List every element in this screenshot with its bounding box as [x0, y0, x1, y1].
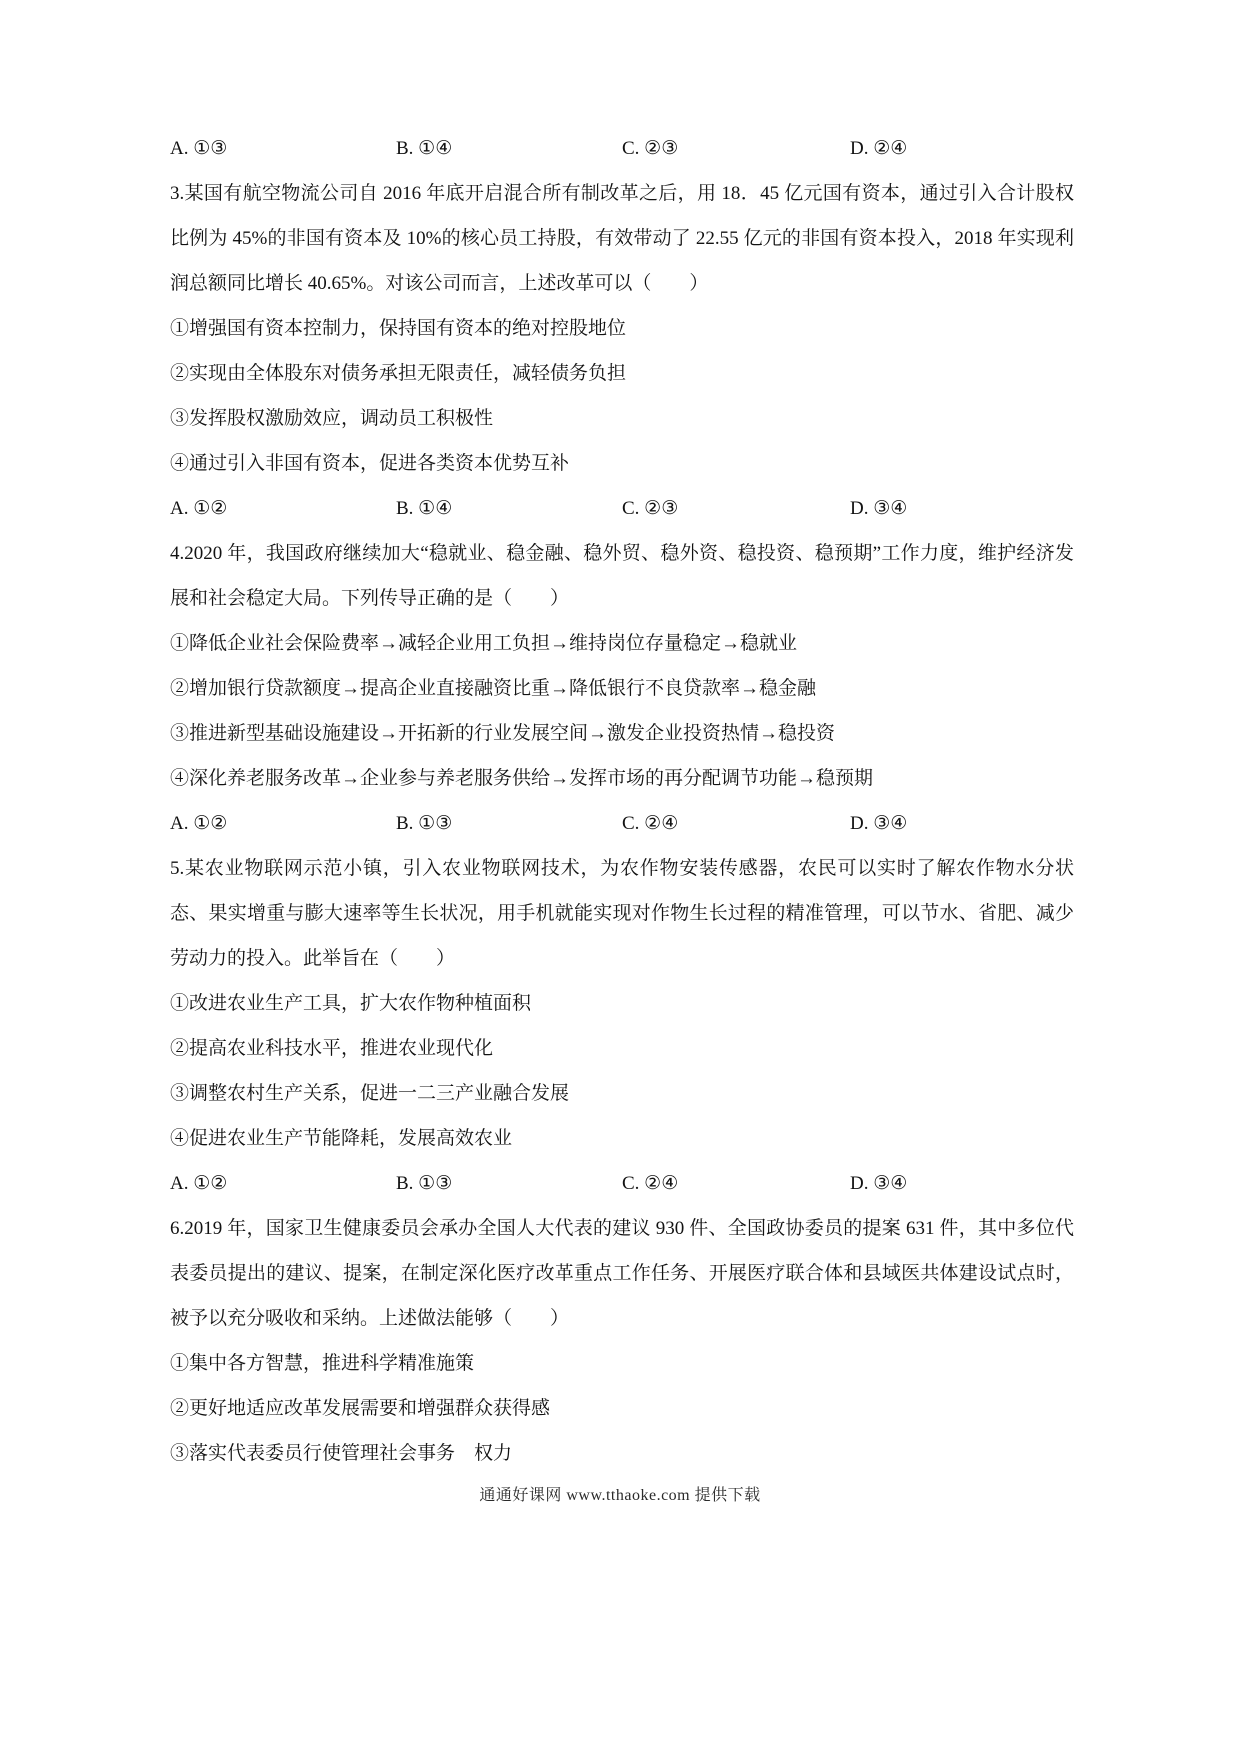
question-3-stem: 3.某国有航空物流公司自 2016 年底开启混合所有制改革之后，用 18．45 亿元国有资本，通过引入合计股权比例为 45%的非国有资本及 10%的核心员工持股，有效带动了 22.55 亿元的非国有资本投入，2018 年实现利润总额同比增长 40.65%。对该公司而言，上述改革可以（ ）: [170, 183, 1074, 294]
answer-option-d: D. ③④: [850, 813, 908, 834]
question-5-choice-2: ②提高农业科技水平，推进农业现代化: [170, 1038, 494, 1059]
answer-option-b: B. ①④: [396, 498, 453, 519]
answer-option-c: C. ②③: [622, 498, 679, 519]
question-4-choice-4: ④深化养老服务改革→企业参与养老服务供给→发挥市场的再分配调节功能→稳预期: [170, 768, 874, 789]
answer-option-b: B. ①③: [396, 1173, 453, 1194]
question-6-choice-2: ②更好地适应改革发展需要和增强群众获得感: [170, 1398, 551, 1419]
answer-option-a: A. ①②: [170, 813, 228, 834]
question-3-choice-2: ②实现由全体股东对债务承担无限责任，减轻债务负担: [170, 363, 627, 384]
question-5-choice-1: ①改进农业生产工具，扩大农作物种植面积: [170, 993, 532, 1014]
answer-option-a: A. ①②: [170, 498, 228, 519]
page-footer: 通通好课网 www.tthaoke.com 提供下载: [479, 1487, 761, 1504]
question-6-stem: 6.2019 年，国家卫生健康委员会承办全国人大代表的建议 930 件、全国政协委员的提案 631 件，其中多位代表委员提出的建议、提案，在制定深化医疗改革重点工作任务、开展医疗联合体和县域医共体建设试点时，被予以充分吸收和采纳。上述做法能够（ ）: [170, 1218, 1074, 1329]
answer-option-d: D. ②④: [850, 138, 908, 159]
answer-option-a: A. ①③: [170, 138, 228, 159]
question-5-choice-3: ③调整农村生产关系，促进一二三产业融合发展: [170, 1083, 570, 1104]
question-3-choice-3: ③发挥股权激励效应，调动员工积极性: [170, 408, 494, 429]
answer-row-q2: [170, 126, 1074, 171]
answer-row-q4: [170, 801, 1074, 846]
answer-option-b: B. ①④: [396, 138, 453, 159]
answer-option-d: D. ③④: [850, 498, 908, 519]
question-5-choice-4: ④促进农业生产节能降耗，发展高效农业: [170, 1128, 513, 1149]
question-4-stem: 4.2020 年，我国政府继续加大“稳就业、稳金融、稳外贸、稳外资、稳投资、稳预期”工作力度，维护经济发展和社会稳定大局。下列传导正确的是（ ）: [170, 543, 1074, 609]
question-4-choice-2: ②增加银行贷款额度→提高企业直接融资比重→降低银行不良贷款率→稳金融: [170, 678, 817, 699]
question-6-choice-3: ③落实代表委员行使管理社会事务 权力: [170, 1443, 513, 1464]
question-3-choice-1: ①增强国有资本控制力，保持国有资本的绝对控股地位: [170, 318, 627, 339]
question-3-choice-4: ④通过引入非国有资本，促进各类资本优势互补: [170, 453, 570, 474]
question-6-choice-1: ①集中各方智慧，推进科学精准施策: [170, 1353, 475, 1374]
answer-option-d: D. ③④: [850, 1173, 908, 1194]
answer-option-c: C. ②④: [622, 813, 679, 834]
answer-option-c: C. ②④: [622, 1173, 679, 1194]
answer-row-q3: [170, 486, 1074, 531]
answer-option-a: A. ①②: [170, 1173, 228, 1194]
answer-option-c: C. ②③: [622, 138, 679, 159]
question-4-choice-3: ③推进新型基础设施建设→开拓新的行业发展空间→激发企业投资热情→稳投资: [170, 723, 836, 744]
answer-option-b: B. ①③: [396, 813, 453, 834]
question-4-choice-1: ①降低企业社会保险费率→减轻企业用工负担→维持岗位存量稳定→稳就业: [170, 633, 798, 654]
question-5-stem: 5.某农业物联网示范小镇，引入农业物联网技术，为农作物安装传感器，农民可以实时了解农作物水分状态、果实增重与膨大速率等生长状况，用手机就能实现对作物生长过程的精准管理，可以节水、省肥、减少劳动力的投入。此举旨在（ ）: [170, 858, 1074, 969]
answer-row-q5: [170, 1161, 1074, 1206]
